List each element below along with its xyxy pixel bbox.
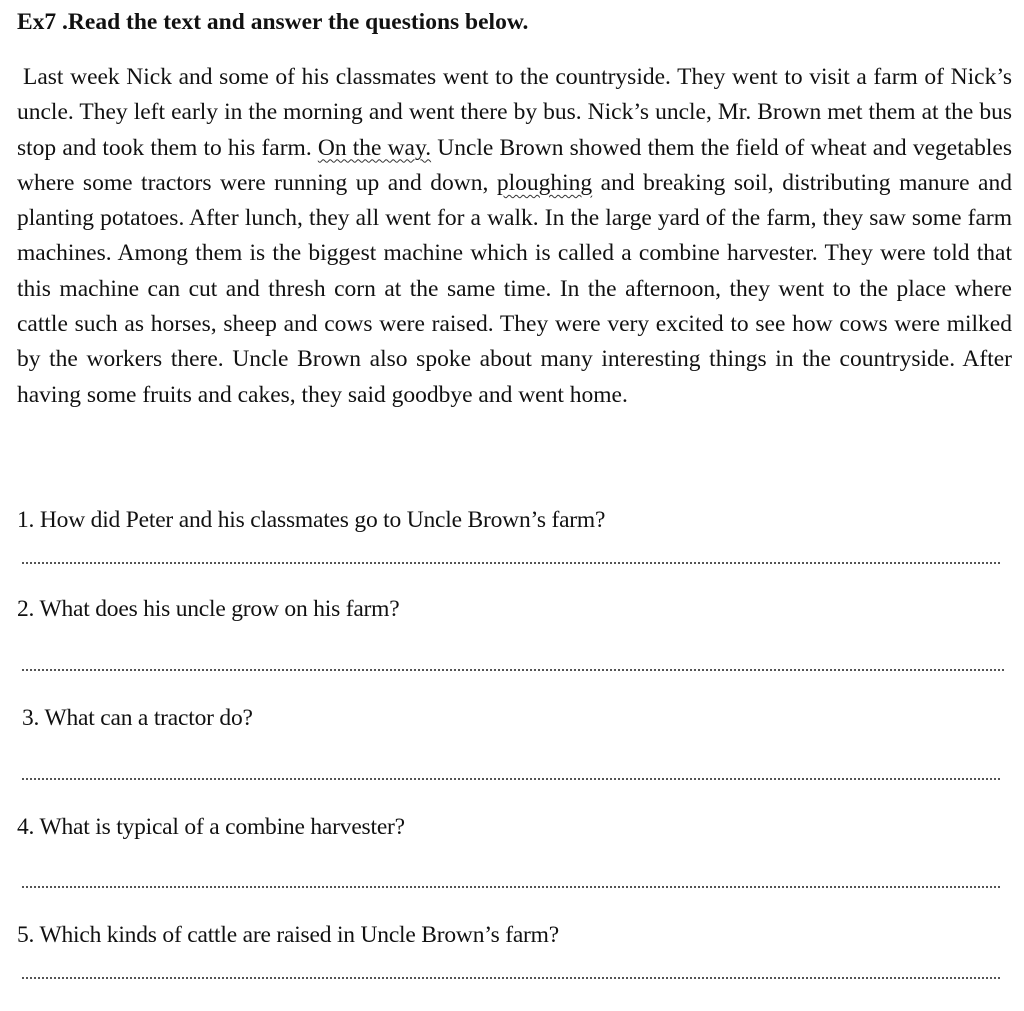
exercise-heading: Ex7 .Read the text and answer the questions below. [17, 9, 529, 35]
passage-text-3: and breaking soil, distributing manure and planting potatoes. After lunch, they all went for a walk. In the large yard of the farm, they saw some farm machines. Among them is the biggest machine which is called a combine harvester. They were told that this machine can cut and thresh corn at the same time. In the afternoon, they went to the place where cattle such as horses, sheep and cows were raised. They were very excited to see how cows were milked by the workers there. Uncle Brown also spoke about many interesting things in the countryside. After having some fruits and cakes, they said goodbye and went home. [17, 169, 1012, 408]
reading-passage [17, 60, 1012, 413]
question-3: 3. What can a tractor do? [22, 705, 253, 731]
question-1: 1. How did Peter and his classmates go to Uncle Brown’s farm? [17, 507, 606, 533]
question-4: 4. What is typical of a combine harvester? [17, 814, 405, 840]
question-2: 2. What does his uncle grow on his farm? [17, 596, 400, 622]
passage-underlined-phrase: On the way. [317, 134, 432, 161]
answer-line-2[interactable] [22, 669, 1004, 671]
passage-text-1: Last week Nick and some of his classmates went to the countryside. They went to visit a farm of Nick’s uncle. They left early in the morning and went there by bus. Nick’s uncle, Mr. Brown met them at the bus stop and took them to his farm. [17, 64, 1012, 161]
answer-line-4[interactable] [22, 886, 1000, 888]
answer-line-1[interactable] [22, 562, 1000, 564]
question-5: 5. Which kinds of cattle are raised in Uncle Brown’s farm? [17, 922, 559, 948]
passage-underlined-word: ploughing [496, 169, 593, 196]
answer-line-3[interactable] [22, 778, 1000, 780]
answer-line-5[interactable] [22, 977, 1000, 979]
passage-text-2: Uncle Brown showed them the field of wheat and vegetables where some tractors were running up and down, [17, 134, 1013, 196]
